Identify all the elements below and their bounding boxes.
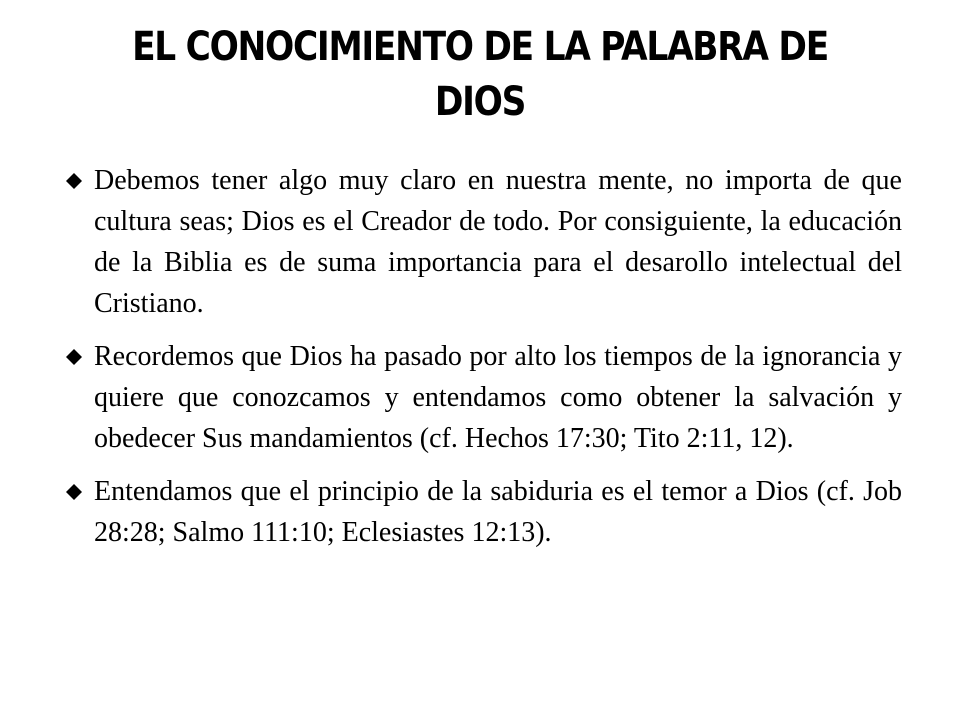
bullet-list — [64, 160, 902, 565]
bullet-text: Recordemos que Dios ha pasado por alto los tiempos de la ignorancia y quiere que conozcamos y entendamos como obtener la salvación y obedecer Sus mandamientos (cf. Hechos 17:30; Tito 2:11, 12). — [94, 341, 902, 454]
diamond-bullet-icon — [66, 173, 82, 189]
bullet-text: Entendamos que el principio de la sabiduria es el temor a Dios (cf. Job 28:28; Salmo 111:10; Eclesiastes 12:13). — [94, 476, 902, 548]
bullet-item — [64, 336, 902, 459]
slide-title: EL CONOCIMIENTO DE LA PALABRA DE DIOS — [132, 24, 828, 125]
bullet-item — [64, 160, 902, 324]
diamond-bullet-icon — [66, 484, 82, 500]
bullet-text: Debemos tener algo muy claro en nuestra mente, no importa de que cultura seas; Dios es el Creador de todo. Por consiguiente, la educación de la Biblia es de suma importancia para el desarollo intelectual del Cristiano. — [94, 165, 902, 319]
diamond-bullet-icon — [66, 349, 82, 365]
bullet-item — [64, 471, 902, 553]
